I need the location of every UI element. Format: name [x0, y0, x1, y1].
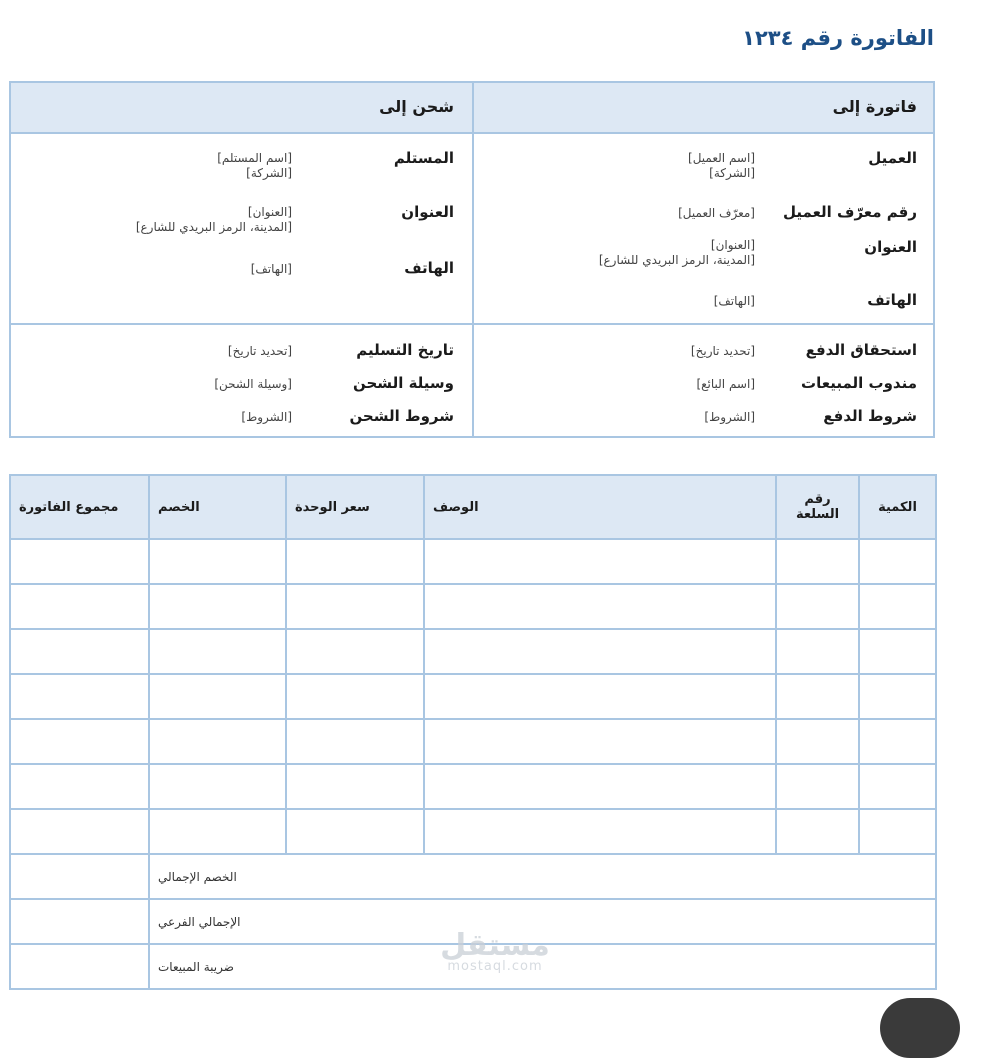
table-cell[interactable] — [424, 719, 776, 764]
summary-value-cell[interactable] — [10, 944, 149, 989]
ship-address-value — [136, 205, 292, 235]
table-cell[interactable] — [10, 539, 149, 584]
items-body — [10, 539, 936, 989]
col-discount: الخصم — [149, 475, 286, 539]
shipping-method-label: وسيلة الشحن — [353, 374, 454, 392]
table-cell[interactable] — [10, 629, 149, 674]
payment-due-value: [تحديد تاريخ] — [690, 344, 755, 358]
table-row — [10, 809, 936, 854]
summary-value-cell[interactable] — [10, 899, 149, 944]
table-cell[interactable] — [149, 674, 286, 719]
table-cell[interactable] — [424, 809, 776, 854]
bill-customer-id-value — [678, 206, 755, 221]
table-row — [10, 539, 936, 584]
summary-sales-tax: ضريبة المبيعات — [149, 944, 936, 989]
summary-value-cell[interactable] — [10, 854, 149, 899]
col-description: الوصف — [424, 475, 776, 539]
table-row — [10, 719, 936, 764]
table-cell[interactable] — [776, 584, 859, 629]
table-cell[interactable] — [776, 629, 859, 674]
summary-total-discount: الخصم الإجمالي — [149, 854, 936, 899]
ship-recipient-label: المستلم — [393, 149, 454, 167]
ship-recipient-line1: [اسم المستلم] — [217, 151, 292, 165]
table-cell[interactable] — [286, 584, 424, 629]
table-cell[interactable] — [859, 584, 936, 629]
table-cell[interactable] — [424, 629, 776, 674]
table-cell[interactable] — [286, 539, 424, 584]
watermark-sub: mostaql.com — [447, 959, 543, 974]
invoice-info-box — [9, 81, 935, 438]
table-cell[interactable] — [149, 764, 286, 809]
table-cell[interactable] — [149, 584, 286, 629]
ship-address-line2: [المدينة، الرمز البريدي للشارع] — [135, 220, 292, 234]
bill-phone-line: [الهاتف] — [713, 294, 755, 308]
ship-phone-value — [251, 262, 292, 277]
shipping-terms-value: [الشروط] — [241, 410, 292, 424]
table-cell[interactable] — [149, 719, 286, 764]
table-cell[interactable] — [286, 674, 424, 719]
bill-customer-value — [688, 151, 755, 181]
bill-address-label: العنوان — [864, 238, 917, 256]
watermark-logo — [434, 928, 556, 974]
table-cell[interactable] — [859, 719, 936, 764]
summary-row — [10, 854, 936, 899]
delivery-date-value: [تحديد تاريخ] — [227, 344, 292, 358]
ship-phone-label: الهاتف — [404, 259, 454, 277]
ship-recipient-line2: [الشركة] — [246, 166, 292, 180]
table-cell[interactable] — [149, 539, 286, 584]
bill-address-value — [599, 238, 755, 268]
bill-address-line1: [العنوان] — [710, 238, 755, 252]
table-cell[interactable] — [286, 629, 424, 674]
ship-address-line1: [العنوان] — [247, 205, 292, 219]
ship-phone-line: [الهاتف] — [250, 262, 292, 276]
table-cell[interactable] — [859, 629, 936, 674]
payment-due-label: استحقاق الدفع — [805, 341, 917, 359]
col-quantity: الكمية — [859, 475, 936, 539]
bill-customer-id-line: [معرّف العميل] — [678, 206, 755, 220]
watermark-main: مستقل — [440, 928, 550, 963]
table-cell[interactable] — [10, 674, 149, 719]
summary-subtotal: الإجمالي الفرعي — [149, 899, 936, 944]
table-cell[interactable] — [859, 674, 936, 719]
table-cell[interactable] — [776, 674, 859, 719]
bill-customer-line2: [الشركة] — [709, 166, 755, 180]
table-cell[interactable] — [424, 674, 776, 719]
payment-terms-label: شروط الدفع — [823, 407, 917, 425]
bill-phone-value — [714, 294, 755, 309]
table-cell[interactable] — [776, 539, 859, 584]
table-cell[interactable] — [286, 719, 424, 764]
bill-address-line2: [المدينة، الرمز البريدي للشارع] — [598, 253, 755, 267]
col-item-number: رقم السلعة — [776, 475, 859, 539]
ship-recipient-value — [217, 151, 292, 181]
payment-terms-value: [الشروط] — [704, 410, 755, 424]
bill-phone-label: الهاتف — [867, 291, 917, 309]
table-cell[interactable] — [424, 539, 776, 584]
shipping-terms-label: شروط الشحن — [349, 407, 454, 425]
table-cell[interactable] — [149, 809, 286, 854]
info-divider-vertical — [472, 83, 474, 436]
table-cell[interactable] — [859, 539, 936, 584]
items-table — [9, 474, 937, 990]
salesperson-label: مندوب المبيعات — [801, 374, 917, 392]
bill-customer-line1: [اسم العميل] — [688, 151, 755, 165]
table-row — [10, 674, 936, 719]
table-row — [10, 584, 936, 629]
table-cell[interactable] — [859, 764, 936, 809]
bill-customer-id-label: رقم معرّف العميل — [783, 203, 917, 221]
salesperson-value: [اسم البائع] — [696, 377, 755, 391]
shipping-method-value: [وسيلة الشحن] — [214, 377, 292, 391]
table-cell[interactable] — [10, 809, 149, 854]
table-row — [10, 629, 936, 674]
table-cell[interactable] — [424, 584, 776, 629]
table-cell[interactable] — [776, 719, 859, 764]
table-cell[interactable] — [859, 809, 936, 854]
col-unit-price: سعر الوحدة — [286, 475, 424, 539]
invoice-title: الفاتورة رقم ١٢٣٤ — [742, 26, 934, 50]
table-cell[interactable] — [10, 584, 149, 629]
table-cell[interactable] — [286, 764, 424, 809]
table-cell[interactable] — [286, 809, 424, 854]
delivery-date-label: تاريخ التسليم — [356, 341, 454, 359]
floating-button[interactable] — [880, 998, 960, 1058]
table-cell[interactable] — [776, 764, 859, 809]
col-invoice-total: مجموع الفاتورة — [10, 475, 149, 539]
bill-customer-label: العميل — [868, 149, 917, 167]
table-cell[interactable] — [776, 809, 859, 854]
table-row — [10, 764, 936, 809]
table-cell[interactable] — [424, 764, 776, 809]
table-cell[interactable] — [149, 629, 286, 674]
bill-to-header: فاتورة إلى — [832, 97, 917, 116]
table-cell[interactable] — [10, 764, 149, 809]
ship-to-header: شحن إلى — [379, 97, 454, 116]
table-cell[interactable] — [10, 719, 149, 764]
info-divider-horizontal — [11, 323, 933, 325]
items-header-row — [10, 475, 936, 539]
ship-address-label: العنوان — [401, 203, 454, 221]
